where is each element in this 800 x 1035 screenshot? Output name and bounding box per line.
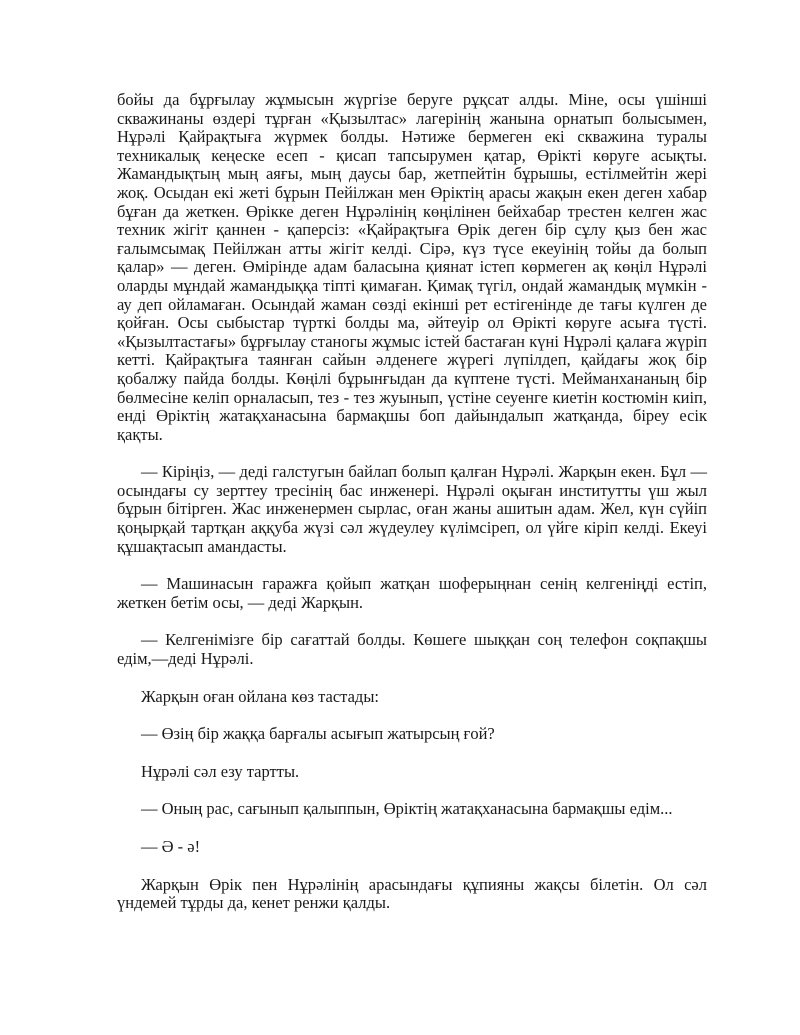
document-page: [117, 91, 707, 932]
paragraph-5: Жарқын оған ойлана көз тастады:: [141, 686, 379, 706]
paragraph-2: — Кіріңіз, — деді галстугын байлап болып қалған Нұрәлі. Жарқын екен. Бұл — осындағы су зерттеу тресінің бас инженері. Нұрәлі оқыған институтты үш жыл бұрын бітірген. Жас инженермен сырлас, оған жаны ашитын адам. Жел, күн сүйіп қоңырқай тартқан аққуба жүзі сәл жүдеулеу күлімсіреп, ол үйге кіріп келді. Екеуі құшақтасып амандасты.: [117, 462, 707, 556]
paragraph-4: — Келгенімізге бір сағаттай болды. Көшеге шыққан соң телефон соқпақшы едім,—деді Нұрәлі.: [117, 630, 707, 669]
paragraph-7: Нұрәлі сәл езу тартты.: [141, 761, 300, 781]
paragraph-8: — Оның рас, сағынып қалыппын, Өріктің жатақханасына бармақшы едім...: [141, 799, 673, 819]
paragraph-1: бойы да бұрғылау жұмысын жүргізе беруге рұқсат алды. Міне, осы үшінші скважинаны өздері тұрған «Қызылтас» лагерінің жанына орнатып болысымен, Нұрәлі Қайрақтыға жүрмек болды. Нәтиже бермеген екі скважина туралы техникалық кеңеске есеп - қисап тапсырумен қатар, Өрікті көруге асықты. Жамандықтың мың аяғы, мың даусы бар, жетпейтін бұрышы, естілмейтін жері жоқ. Осыдан екі жеті бұрын Пейілжан мен Өріктің арасы жақын екен деген хабар бұған да жеткен. Өрікке деген Нұрәлінің көңілінен бейхабар трестен келген жас техник жігіт қаннен - қаперсіз: «Қайрақтыға Өрік деген бір сұлу қыз бен жас ғалымсымақ Пейілжан атты жігіт келді. Сірә, күз түсе екеуінің тойы да болып қалар» — деген. Өмірінде адам баласына қиянат істеп көрмеген ақ көңіл Нұрәлі оларды мұндай жамандыққа тіпті қимаған. Қимақ түгіл, ондай жамандық мүмкін - ау деп ойламаған. Осындай жаман сөзді екінші рет естігенінде де тағы күлген де қойған. Осы сыбыстар түрткі болды ма, әйтеуір ол Өрікті көруге асыға түсті. «Қызылтастағы» бұрғылау станогы жұмыс істей бастаған күні Нұрәлі қалаға жүріп кетті. Қайрақтыға таянған сайын әлденеге жүрегі лүпілдеп, қайдағы жоқ бір қобалжу пайда болды. Көңілі бұрынғыдан да күптене түсті. Мейманхананың бір бөлмесіне келіп орналасып, тез - тез жуынып, үстіне сеуенге киетін костюмін киіп, енді Өріктің жатақханасына бармақшы боп дайындалып жатқанда, біреу есік қақты.: [117, 90, 707, 444]
paragraph-10: Жарқын Өрік пен Нұрәлінің арасындағы құпияны жақсы білетін. Ол сәл үндемей тұрды да, кенет ренжи қалды.: [117, 874, 707, 913]
paragraph-9: — Ә - ә!: [141, 837, 201, 856]
paragraph-6: — Өзің бір жаққа барғалы асығып жатырсың ғой?: [141, 724, 495, 744]
paragraph-3: — Машинасын гаражға қойып жатқан шоферыңнан сенің келгеніңді естіп, жеткен бетім осы, — деді Жарқын.: [117, 574, 707, 612]
